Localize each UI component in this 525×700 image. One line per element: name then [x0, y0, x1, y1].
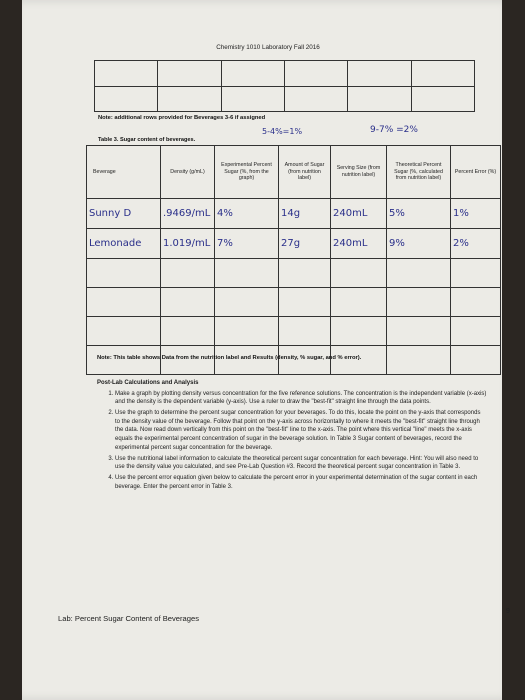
cell-serving-size: 240mL: [331, 199, 387, 229]
header-density: Density (g/mL): [161, 146, 215, 199]
cell-amount-sugar: 14g: [279, 199, 331, 229]
header-amount-sugar: Amount of Sugar (from nutrition label): [279, 146, 331, 199]
postlab-list: [97, 390, 487, 492]
postlab-item: 4. Use the percent error equation given below to calculate the percent error in your experimental determination of the sugar content in each beverage. Enter the percent error in Table 3.: [115, 474, 487, 491]
table-row-blank: [87, 288, 501, 317]
cell-beverage: Sunny D: [87, 199, 161, 229]
cell-density: .9469/mL: [161, 199, 215, 229]
postlab-section: [97, 379, 487, 493]
cell-percent-error: 1%: [451, 199, 501, 229]
worksheet-page: [22, 0, 514, 700]
header-percent-error: Percent Error (%): [451, 146, 501, 199]
continuation-grid: [94, 60, 475, 112]
note-table-data: Note: This table shows Data from the nutrition label and Results (density, % sugar, and % error).: [97, 355, 362, 361]
table-row: [87, 199, 501, 229]
cell-experimental: 4%: [215, 199, 279, 229]
table-caption: Table 3. Sugar content of beverages.: [98, 137, 196, 143]
cell-density: 1.019/mL: [161, 229, 215, 259]
header-beverage: Beverage: [87, 146, 161, 199]
postlab-item: 1. Make a graph by plotting density versus concentration for the five reference solutions. The concentration is the independent variable (x-axis) and the density is the dependent variable (y-axis). Use a ruler to draw the "best-fit" straight line through the data points.: [115, 390, 487, 407]
postlab-title: Post-Lab Calculations and Analysis: [97, 380, 199, 386]
handwritten-calc-1: 5-4%=1%: [262, 127, 303, 136]
header-theoretical-percent: Theoretical Percent Sugar (%, calculated from nutrition label): [387, 146, 451, 199]
note-additional-rows: Note: additional rows provided for Beverages 3-6 if assigned: [98, 115, 266, 121]
footer-lab-title: Lab: Percent Sugar Content of Beverages: [58, 614, 199, 623]
table-row-blank: [87, 317, 501, 346]
cell-theoretical: 5%: [387, 199, 451, 229]
handwritten-calc-2: 9-7% =2%: [370, 125, 418, 135]
table-row-blank: [87, 259, 501, 288]
page-number: 9: [506, 608, 510, 615]
page-header: Chemistry 1010 Laboratory Fall 2016: [216, 44, 320, 51]
cell-amount-sugar: 27g: [279, 229, 331, 259]
page-edge-shadow: [502, 0, 514, 700]
cell-beverage: Lemonade: [87, 229, 161, 259]
sugar-content-table: [86, 145, 501, 375]
postlab-item: 3. Use the nutritional label information to calculate the theoretical percent sugar concentration for each beverage. Hint: You will also need to use the density value you calculated, and see Pre-Lab Question #3. Record the theoretical percent sugar concentration in Table 3.: [115, 455, 487, 472]
cell-percent-error: 2%: [451, 229, 501, 259]
cell-theoretical: 9%: [387, 229, 451, 259]
header-experimental-percent: Experimental Percent Sugar (%, from the graph): [215, 146, 279, 199]
postlab-item: 2. Use the graph to determine the percent sugar concentration for your beverages. To do this, locate the point on the y-axis that corresponds to the density value of the beverage. Follow that point on the y-axis across horizontally to where it meets the "best-fit" straight line through the data. Now read down vertically from this point on the "best-fit" line to the x-axis. The point where this vertical "line" meets the x-axis equals the experimental percent concentration of sugar in the beverage solution. In Table 3 Sugar content of beverages, record the experimental percent sugar concentration for the beverage.: [115, 409, 487, 452]
header-serving-size: Serving Size (from nutrition label): [331, 146, 387, 199]
cell-experimental: 7%: [215, 229, 279, 259]
table-header-row: [87, 146, 501, 199]
table-row: [87, 229, 501, 259]
cell-serving-size: 240mL: [331, 229, 387, 259]
